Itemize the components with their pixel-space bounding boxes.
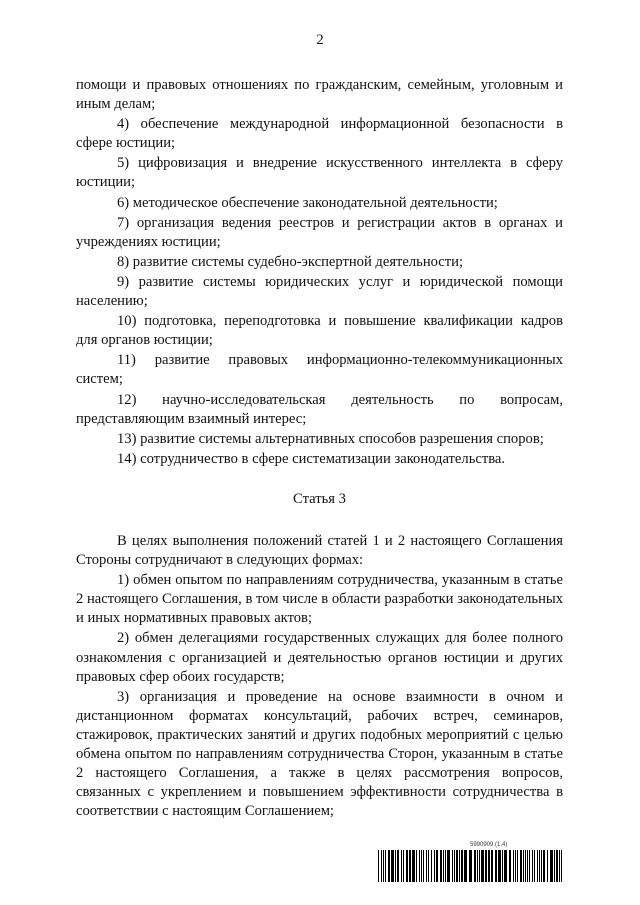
barcode-bar (447, 850, 450, 882)
barcode-bar (509, 850, 511, 882)
barcode-bar (485, 850, 487, 882)
barcode-bar (495, 850, 497, 882)
barcode-bar (391, 850, 394, 882)
barcode-bar (406, 850, 408, 882)
barcode-bar (409, 850, 411, 882)
barcode-bar (539, 850, 540, 882)
paragraph: помощи и правовых отношениях по гражданским, семейным, уголовным и иным делам; (76, 77, 563, 113)
paragraph: 13) развитие системы альтернативных способов разрешения споров; (117, 430, 544, 447)
barcode-bar (504, 850, 507, 882)
barcode-bar (491, 850, 493, 882)
barcode-bar (534, 850, 535, 882)
barcode-bar (541, 850, 542, 882)
barcode-bar (419, 850, 420, 882)
barcode-bar (378, 850, 379, 882)
page-number: 2 (316, 32, 324, 48)
barcode-bar (513, 850, 514, 882)
barcode-bar (395, 850, 396, 882)
paragraph: 11) развитие правовых информационно-телекоммуникационных систем; (76, 352, 563, 388)
paragraph: 4) обеспечение международной информационной безопасности в сфере юстиции; (76, 116, 563, 152)
barcode-bar (459, 850, 460, 882)
barcode-bar (498, 850, 501, 882)
barcode-bar (469, 850, 472, 882)
barcode-bar (443, 850, 444, 882)
paragraph: 1) обмен опытом по направлениям сотрудничества, указанным в статье 2 настоящего Соглашения, в том числе в области разработки законодательных и иных нормативных правовых актов; (76, 572, 563, 627)
barcode-bar (445, 850, 446, 882)
paragraph: 6) методическое обеспечение законодательной деятельности; (117, 194, 498, 211)
barcode-bar (388, 850, 390, 882)
barcode-bar (423, 850, 424, 882)
barcode-bar (456, 850, 458, 882)
barcode-bar (474, 850, 476, 882)
paragraph: 14) сотрудничество в сфере систематизации законодательства. (117, 450, 506, 467)
barcode-bar (401, 850, 402, 882)
barcode-bar (421, 850, 422, 882)
document-body (76, 76, 563, 822)
barcode-bar (434, 850, 435, 882)
barcode-bar (481, 850, 484, 882)
barcode-bar (477, 850, 478, 882)
barcode-bar (502, 850, 503, 882)
barcode-bar (436, 850, 438, 882)
paragraph: 2) обмен делегациями государственных служащих для более полного ознакомления с организацией и деятельностью органов юстиции и других правовых сфер обоих государств; (76, 630, 563, 685)
barcode-bar (428, 850, 429, 882)
paragraph: 10) подготовка, переподготовка и повышение квалификации кадров для органов юстиции; (76, 313, 563, 349)
barcode-bar (527, 850, 528, 882)
barcode-bar (517, 850, 518, 882)
barcode-bar (454, 850, 455, 882)
barcode-bar (383, 850, 384, 882)
paragraph: 5) цифровизация и внедрение искусственного интеллекта в сферу юстиции; (76, 155, 563, 191)
barcode-bar (529, 850, 530, 882)
barcode-bar (426, 850, 427, 882)
barcode-bar (488, 850, 490, 882)
paragraph: В целях выполнения положений статей 1 и 2 настоящего Соглашения Стороны сотрудничают в следующих формах: (76, 532, 563, 569)
barcode-bar (547, 850, 548, 882)
barcode-bar (440, 850, 442, 882)
barcode-bar (403, 850, 404, 882)
barcode-bar (464, 850, 467, 882)
barcode-bar (381, 850, 382, 882)
barcode-bar (550, 850, 553, 882)
barcode-bar (479, 850, 480, 882)
barcode-bar (412, 850, 415, 882)
barcode-bar (416, 850, 417, 882)
barcode-bar (559, 850, 560, 882)
paragraph: 9) развитие системы юридических услуг и юридической помощи населению; (76, 273, 563, 310)
barcode-bar (431, 850, 432, 882)
barcode-bar (523, 850, 524, 882)
barcode-bar (561, 850, 562, 882)
paragraph: 12) научно-исследовательская деятельность по вопросам, представляющим взаимный интерес; (76, 391, 563, 427)
barcode-bar (515, 850, 516, 882)
paragraph: 8) развитие системы судебно-экспертной деятельности; (117, 253, 464, 270)
barcode-bar (543, 850, 545, 882)
barcode-id-text: 5990909 (1.4) (470, 842, 508, 848)
barcode-bar (452, 850, 453, 882)
barcode-bar (520, 850, 522, 882)
barcode-image (378, 850, 564, 882)
article-2-list (76, 76, 563, 469)
barcode-bar (385, 850, 386, 882)
barcode-bar (537, 850, 538, 882)
barcode-bar (461, 850, 463, 882)
barcode-bar (397, 850, 399, 882)
paragraph: 7) организация ведения реестров и регистрации актов в органах и учреждениях юстиции; (76, 214, 563, 250)
article-3-body (76, 532, 563, 821)
paragraph: 3) организация и проведение на основе взаимности в очном и дистанционном форматах консультаций, рабочих встреч, семинаров, стажировок, практических занятий и других подобных мероприятий с целью обмена опытом по направлениям сотрудничества Сторон, указанным в статье 2 настоящего Соглашения, а также в целях рассмотрения вопросов, связанных с укреплением и повышением эффективности сотрудничества в соответствии с настоящим Соглашением; (76, 688, 563, 820)
barcode-bar (532, 850, 533, 882)
barcode-bar (556, 850, 558, 882)
barcode-bar (554, 850, 555, 882)
barcode-bar (525, 850, 526, 882)
article-heading: Статья 3 (293, 490, 346, 507)
